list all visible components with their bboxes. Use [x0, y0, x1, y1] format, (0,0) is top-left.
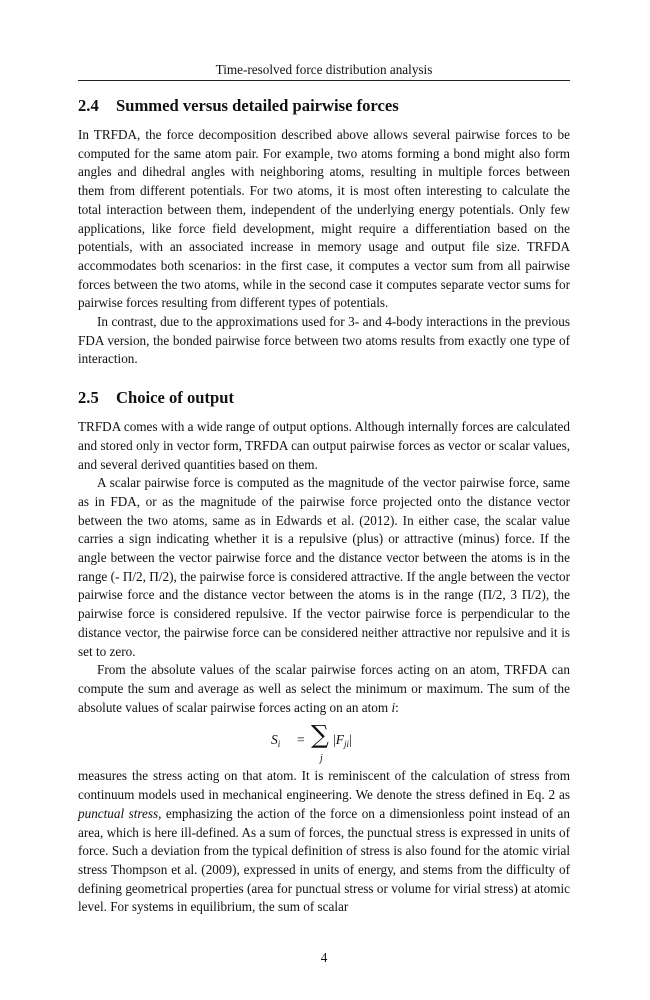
- section-number: 2.5: [78, 388, 99, 408]
- page-number: 4: [320, 950, 328, 965]
- summation-index: j: [320, 753, 323, 765]
- equation-punctual-stress: [78, 719, 570, 767]
- section-number: 2.4: [78, 96, 99, 115]
- paragraph: In TRFDA, the force decomposition described above allows several pairwise forces to be computed for the same atom pair. For example, two atoms forming a bond might also form angles and dihedral angles with neighboring atoms, resulting in multiple forces between them from different potentials. For two atoms, it is most often interesting to calculate the total interaction between them, independent of the underlying energy potentials. Only few applications, like force field development, might require a differentiation based on the potentials, with an associated increase in memory usage and output file size. TRFDA accommodates both scenarios: in the first case, it computes a vector sum from all pairwise forces between the two atoms, while in the second case it computes separate vector sums for pairwise forces resulting from different types of potentials.: [78, 127, 570, 311]
- section-2-4: [78, 95, 570, 369]
- summation-symbol: ∑: [311, 720, 329, 750]
- section-title: Summed versus detailed pairwise forces: [116, 96, 399, 115]
- document-page: [78, 0, 570, 1000]
- section-heading: [78, 387, 570, 409]
- section-title: Choice of output: [116, 388, 235, 408]
- header-rule: [78, 80, 570, 81]
- paragraph: A scalar pairwise force is computed as the magnitude of the vector pairwise force, same as in FDA, or as the magnitude of the pairwise force projected onto the distance vector between the two atoms, same as in Edwards et al. (2012). In either case, the scalar value carries a sign indicating whether it is a repulsive (plus) or attractive (minus) force. If the angle between the vector pairwise force and the distance vector between the atoms is in the range (- Π/2, Π/2), the pairwise force is considered attractive. If the angle between the vector pairwise force and the distance vector between the atoms is in the range (Π/2, 3 Π/2), the pairwise force is considered repulsive. If the vector pairwise force is perpendicular to the distance vector, the pairwise force can be considered neither attractive nor repulsive and it is set to zero.: [78, 475, 570, 659]
- paragraph: TRFDA comes with a wide range of output options. Although internally forces are calculated and stored only in vector form, TRFDA can output pairwise forces as vector or scalar values, and several derived quantities based on them.: [78, 419, 570, 472]
- math-subscript: ji: [343, 739, 349, 750]
- paragraph-text: measures the stress acting on that atom. It is reminiscent of the calculation of stress from continuum models used in mechanical engineering. We denote the stress defined in Eq. 2 as: [78, 768, 570, 803]
- math-subscript: i: [277, 739, 281, 750]
- paragraph-text: :: [395, 699, 399, 715]
- equation-rhs: [333, 732, 352, 752]
- paragraph: [78, 661, 570, 717]
- section-2-5: [78, 387, 570, 917]
- abs-bar: |: [333, 732, 336, 748]
- emphasis: punctual stress: [78, 805, 159, 821]
- paragraph-text: From the absolute values of the scalar pairwise forces acting on an atom, TRFDA can compute the sum and average as well as select the minimum or maximum. The sum of the absolute values of scalar pairwise forces acting on an atom: [78, 662, 570, 715]
- math-symbol: F: [335, 732, 344, 748]
- paragraph: [78, 767, 570, 917]
- section-heading: [78, 95, 570, 117]
- math-variable: i: [391, 699, 396, 715]
- page-content: [78, 95, 570, 917]
- paragraph-text: , emphasizing the action of the force on a dimensionless point instead of an area, which is here ill-defined. As a sum of forces, the punctual stress is expressed in units of force. Such a deviation from the typical definition of stress is also found for the atomic virial stress Thompson et al. (2009), expressed in units of energy, and stems from the difficulty of defining geometrical properties (area for punctual stress or volume for virial stress) at atomic level. For systems in equilibrium, the sum of scalar: [78, 805, 570, 915]
- running-header: Time-resolved force distribution analysis: [215, 62, 433, 77]
- equation-lhs: [271, 732, 280, 752]
- paragraph: In contrast, due to the approximations used for 3- and 4-body interactions in the previous FDA version, the bonded pairwise force between two atoms results from exactly one type of interaction.: [78, 314, 570, 367]
- math-symbol: S: [271, 732, 278, 748]
- equals-sign: =: [297, 732, 305, 748]
- abs-bar: |: [348, 732, 352, 748]
